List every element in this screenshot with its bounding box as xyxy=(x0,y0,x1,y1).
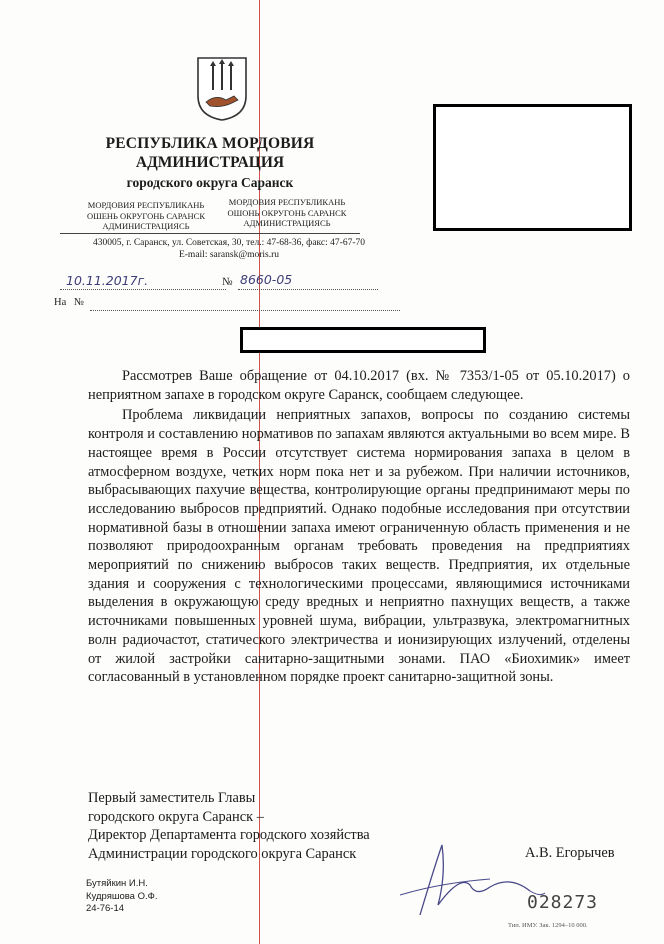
moksha-right-line: АДМИНИСТРАЦИЯСЬ xyxy=(243,218,331,228)
reference-underline xyxy=(90,310,400,311)
redacted-addressee-box xyxy=(433,104,632,231)
executor-line: Бутяйкин И.Н. xyxy=(86,878,148,889)
reference-label: На xyxy=(54,297,67,308)
print-info: Тип. ИМУ. Зак. 1294–10 000. xyxy=(508,922,588,929)
letterhead-address: 430005, г. Саранск, ул. Советская, 30, тел.: 47-68-36, факс: 47-67-70 xyxy=(93,238,365,248)
executors-block xyxy=(86,878,158,916)
body-paragraph: Проблема ликвидации неприятных запахов, вопросы по созданию системы контроля и составлению нормативов по запахам являются актуальными во всем мире. В настоящее время в России отсутствует система нормирования запаха в целом в атмосферном воздухе, четких норм пока нет и за рубежом. При наличии источников, выбрасывающих пахучие вещества, контролирующие органы предпринимают меры по исследованию выбросов предприятий. Однако подобные исследования при отсутствии нормативной базы в отношении запаха имеют ограниченную область применения и не позволяют природоохранным органам требовать проведения на предприятиях мероприятий по снижению выбросов таких веществ. Предприятия, их отдельные здания и сооружения с технологическими процессами, являющимися источниками выделения в окружающую среду вредных и неприятно пахнущих веществ, а также источниками повышенных уровней шума, вибрации, ультразвука, электромагнитных волн радиочастот, статического электричества и ионизирующих излучений, отделены от жилой застройки санитарно-защитными зонами. ПАО «Биохимик» имеет согласованный в установленном порядке проект санитарно-защитной зоны. xyxy=(88,407,630,686)
moksha-right-line: ОШОНЬ ОКРУГОНЬ САРАНСК xyxy=(227,207,347,218)
outgoing-date: 10.11.2017г. xyxy=(66,273,149,288)
date-underline xyxy=(60,289,226,290)
outgoing-number: 8660-05 xyxy=(240,272,293,287)
form-serial-number: 028273 xyxy=(527,892,599,913)
position-line: Первый заместитель Главы xyxy=(88,790,256,806)
position-line: Директор Департамента городского хозяйства xyxy=(88,827,370,843)
letterhead-administration: АДМИНИСТРАЦИЯ xyxy=(135,154,285,171)
signatory-position xyxy=(88,789,370,863)
reference-number-label: № xyxy=(74,297,85,308)
number-label: № xyxy=(222,276,233,288)
letterhead-republic: РЕСПУБЛИКА МОРДОВИЯ xyxy=(105,135,315,152)
body-paragraph: Рассмотрев Ваше обращение от 04.10.2017 (вх. № 7353/1-05 от 05.10.2017) о неприятном запахе в городском округе Саранск, сообщаем следующее. xyxy=(88,368,630,403)
position-line: Администрации городского округа Саранск xyxy=(88,845,357,862)
moksha-left-line: ОШЕНЬ ОКРУГОНЬ САРАНСК xyxy=(86,210,206,221)
executor-line: Кудряшова О.Ф. xyxy=(86,890,158,902)
number-underline xyxy=(238,289,378,290)
moksha-right-line: МОРДОВИЯ РЕСПУБЛИКАНЬ xyxy=(228,197,346,207)
moksha-left-line: АДМИНИСТРАЦИЯСЬ xyxy=(102,221,190,231)
letterhead-city: городского округа Саранск xyxy=(126,175,294,190)
letterhead-moksha-left xyxy=(66,200,226,232)
letter-body xyxy=(88,367,630,687)
redacted-salutation-box xyxy=(240,327,486,353)
moksha-left-line: МОРДОВИЯ РЕСПУБЛИКАНЬ xyxy=(87,200,205,210)
position-line: городского округа Саранск – xyxy=(88,808,264,825)
letterhead-divider xyxy=(60,233,360,234)
letterhead-email: E-mail: saransk@moris.ru xyxy=(178,250,280,260)
executor-phone: 24-76-14 xyxy=(86,903,125,914)
coat-of-arms-icon xyxy=(196,56,248,122)
letterhead-moksha-right xyxy=(222,197,352,229)
signatory-name: А.В. Егорычев xyxy=(525,845,615,861)
